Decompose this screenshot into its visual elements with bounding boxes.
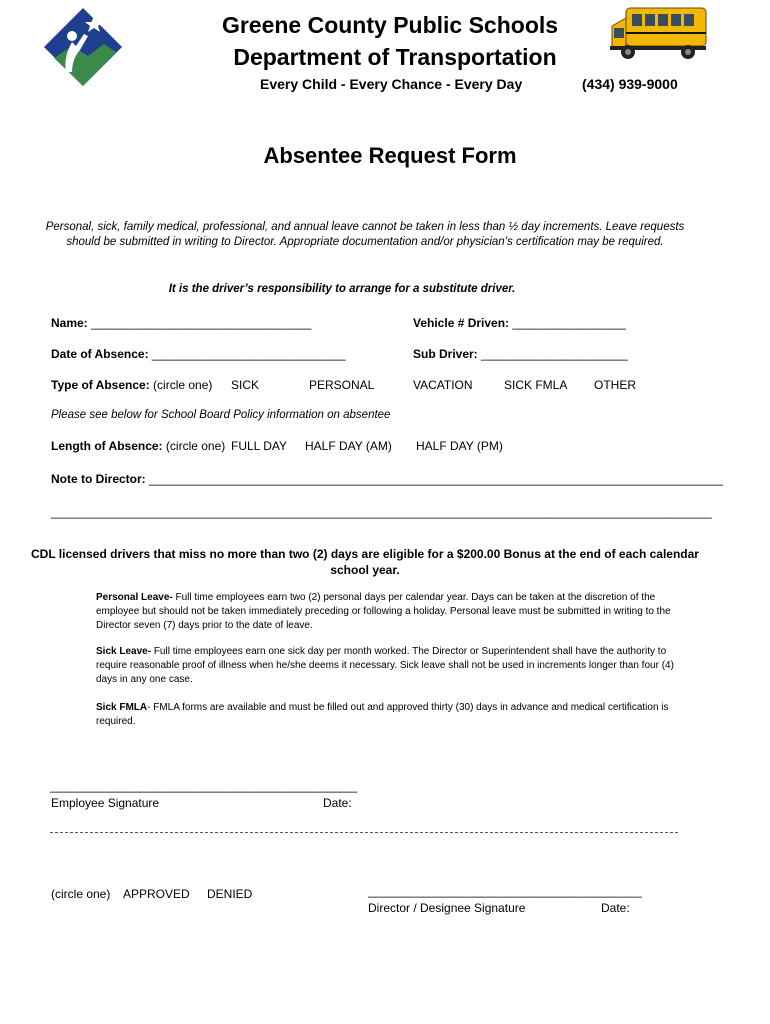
approval-circle-one: (circle one) [51,887,111,901]
option-other[interactable]: OTHER [594,378,636,392]
name-field[interactable] [51,316,311,330]
school-bus-icon [604,4,708,62]
option-full-day[interactable]: FULL DAY [231,439,288,453]
employee-date-label: Date: [323,796,352,810]
director-date-label: Date: [601,901,630,915]
cut-line-divider [50,832,678,833]
school-name: Greene County Public Schools [221,12,559,38]
sick-fmla-policy [96,701,686,729]
vehicle-blank[interactable]: _________________ [512,316,626,330]
personal-leave-text: Full time employees earn two (2) personal days per calendar year. Days can be taken at the discretion of the employee but should not be taken immediately preceding or following a holiday. Personal leave must be submitted in writing to the Director seven (7) days prior to the date of leave. [96,592,671,631]
employee-signature-label: Employee Signature [51,796,160,810]
date-of-absence-field[interactable] [51,347,345,361]
note-to-director-label: Note to Director: [51,472,146,486]
option-denied[interactable]: DENIED [207,887,253,901]
cdl-bonus-note [20,546,710,578]
vehicle-field[interactable] [413,316,626,330]
employee-signature-line[interactable]: ______________________________________________ [50,779,357,793]
cdl-line-1: CDL licensed drivers that miss no more than two (2) days are eligible for a $200.00 Bonus at the end of each calendar [31,547,699,561]
option-personal[interactable]: PERSONAL [309,378,375,392]
type-of-absence-label: Type of Absence: [51,378,150,392]
sick-fmla-title: Sick FMLA [96,702,148,713]
policy-note: Please see below for School Board Policy information on absentee [51,409,391,421]
option-vacation[interactable]: VACATION [413,378,473,392]
date-of-absence-blank[interactable]: _____________________________ [151,347,346,361]
substitute-responsibility-note: It is the driver’s responsibility to arrange for a substitute driver. [168,283,516,295]
sick-leave-title: Sick Leave- [96,646,152,657]
type-circle-one: (circle one) [153,378,213,392]
form-title: Absentee Request Form [263,143,517,168]
motto: Every Child - Every Chance - Every Day [260,76,523,92]
director-signature-line[interactable]: _________________________________________ [368,884,642,898]
option-half-day-pm[interactable]: HALF DAY (PM) [416,439,503,453]
sub-driver-field[interactable] [413,347,628,361]
note-to-director-field[interactable] [51,472,723,486]
option-sick-fmla[interactable]: SICK FMLA [504,378,568,392]
name-label: Name: [51,316,88,330]
length-circle-one: (circle one) [165,439,226,453]
sick-leave-text: Full time employees earn one sick day per month worked. The Director or Superintendent shall have the authority to require reasonable proof of illness when he/she deems it necessary. Sick leave shall not be used in increments longer than four (4) days in any one case. [96,646,674,685]
note-blank-line-2[interactable]: ___________________________________________________________________________________________________ [51,505,712,519]
cdl-line-2: school year. [330,563,400,577]
sick-fmla-text: - FMLA forms are available and must be filled out and approved thirty (30) days in advance and medical certification is required. [96,702,669,727]
sick-leave-policy [96,645,686,687]
phone-number: (434) 939-9000 [582,76,678,92]
vehicle-label: Vehicle # Driven: [413,316,510,330]
department-name: Department of Transportation [233,44,557,70]
name-blank[interactable]: _________________________________ [91,316,312,330]
length-of-absence-label-group [51,439,225,453]
sub-driver-label: Sub Driver: [413,347,478,361]
director-signature-label: Director / Designee Signature [368,901,526,915]
option-half-day-am[interactable]: HALF DAY (AM) [305,439,392,453]
personal-leave-policy [96,591,686,633]
note-blank-line-1[interactable]: ______________________________________________________________________________________ [149,472,723,486]
option-sick[interactable]: SICK [231,378,260,392]
intro-line-1: Personal, sick, family medical, professional, and annual leave cannot be taken in less than ½ day increments. Leave requests [45,221,685,233]
intro-text [40,220,690,250]
intro-line-2: should be submitted in writing to Director. Appropriate documentation and/or physician’s certification may be required. [66,236,664,248]
sub-driver-blank[interactable]: ______________________ [481,347,628,361]
option-approved[interactable]: APPROVED [123,887,190,901]
type-of-absence-label-group [51,378,212,392]
length-of-absence-label: Length of Absence: [51,439,163,453]
date-of-absence-label: Date of Absence: [51,347,149,361]
personal-leave-title: Personal Leave- [96,592,173,603]
